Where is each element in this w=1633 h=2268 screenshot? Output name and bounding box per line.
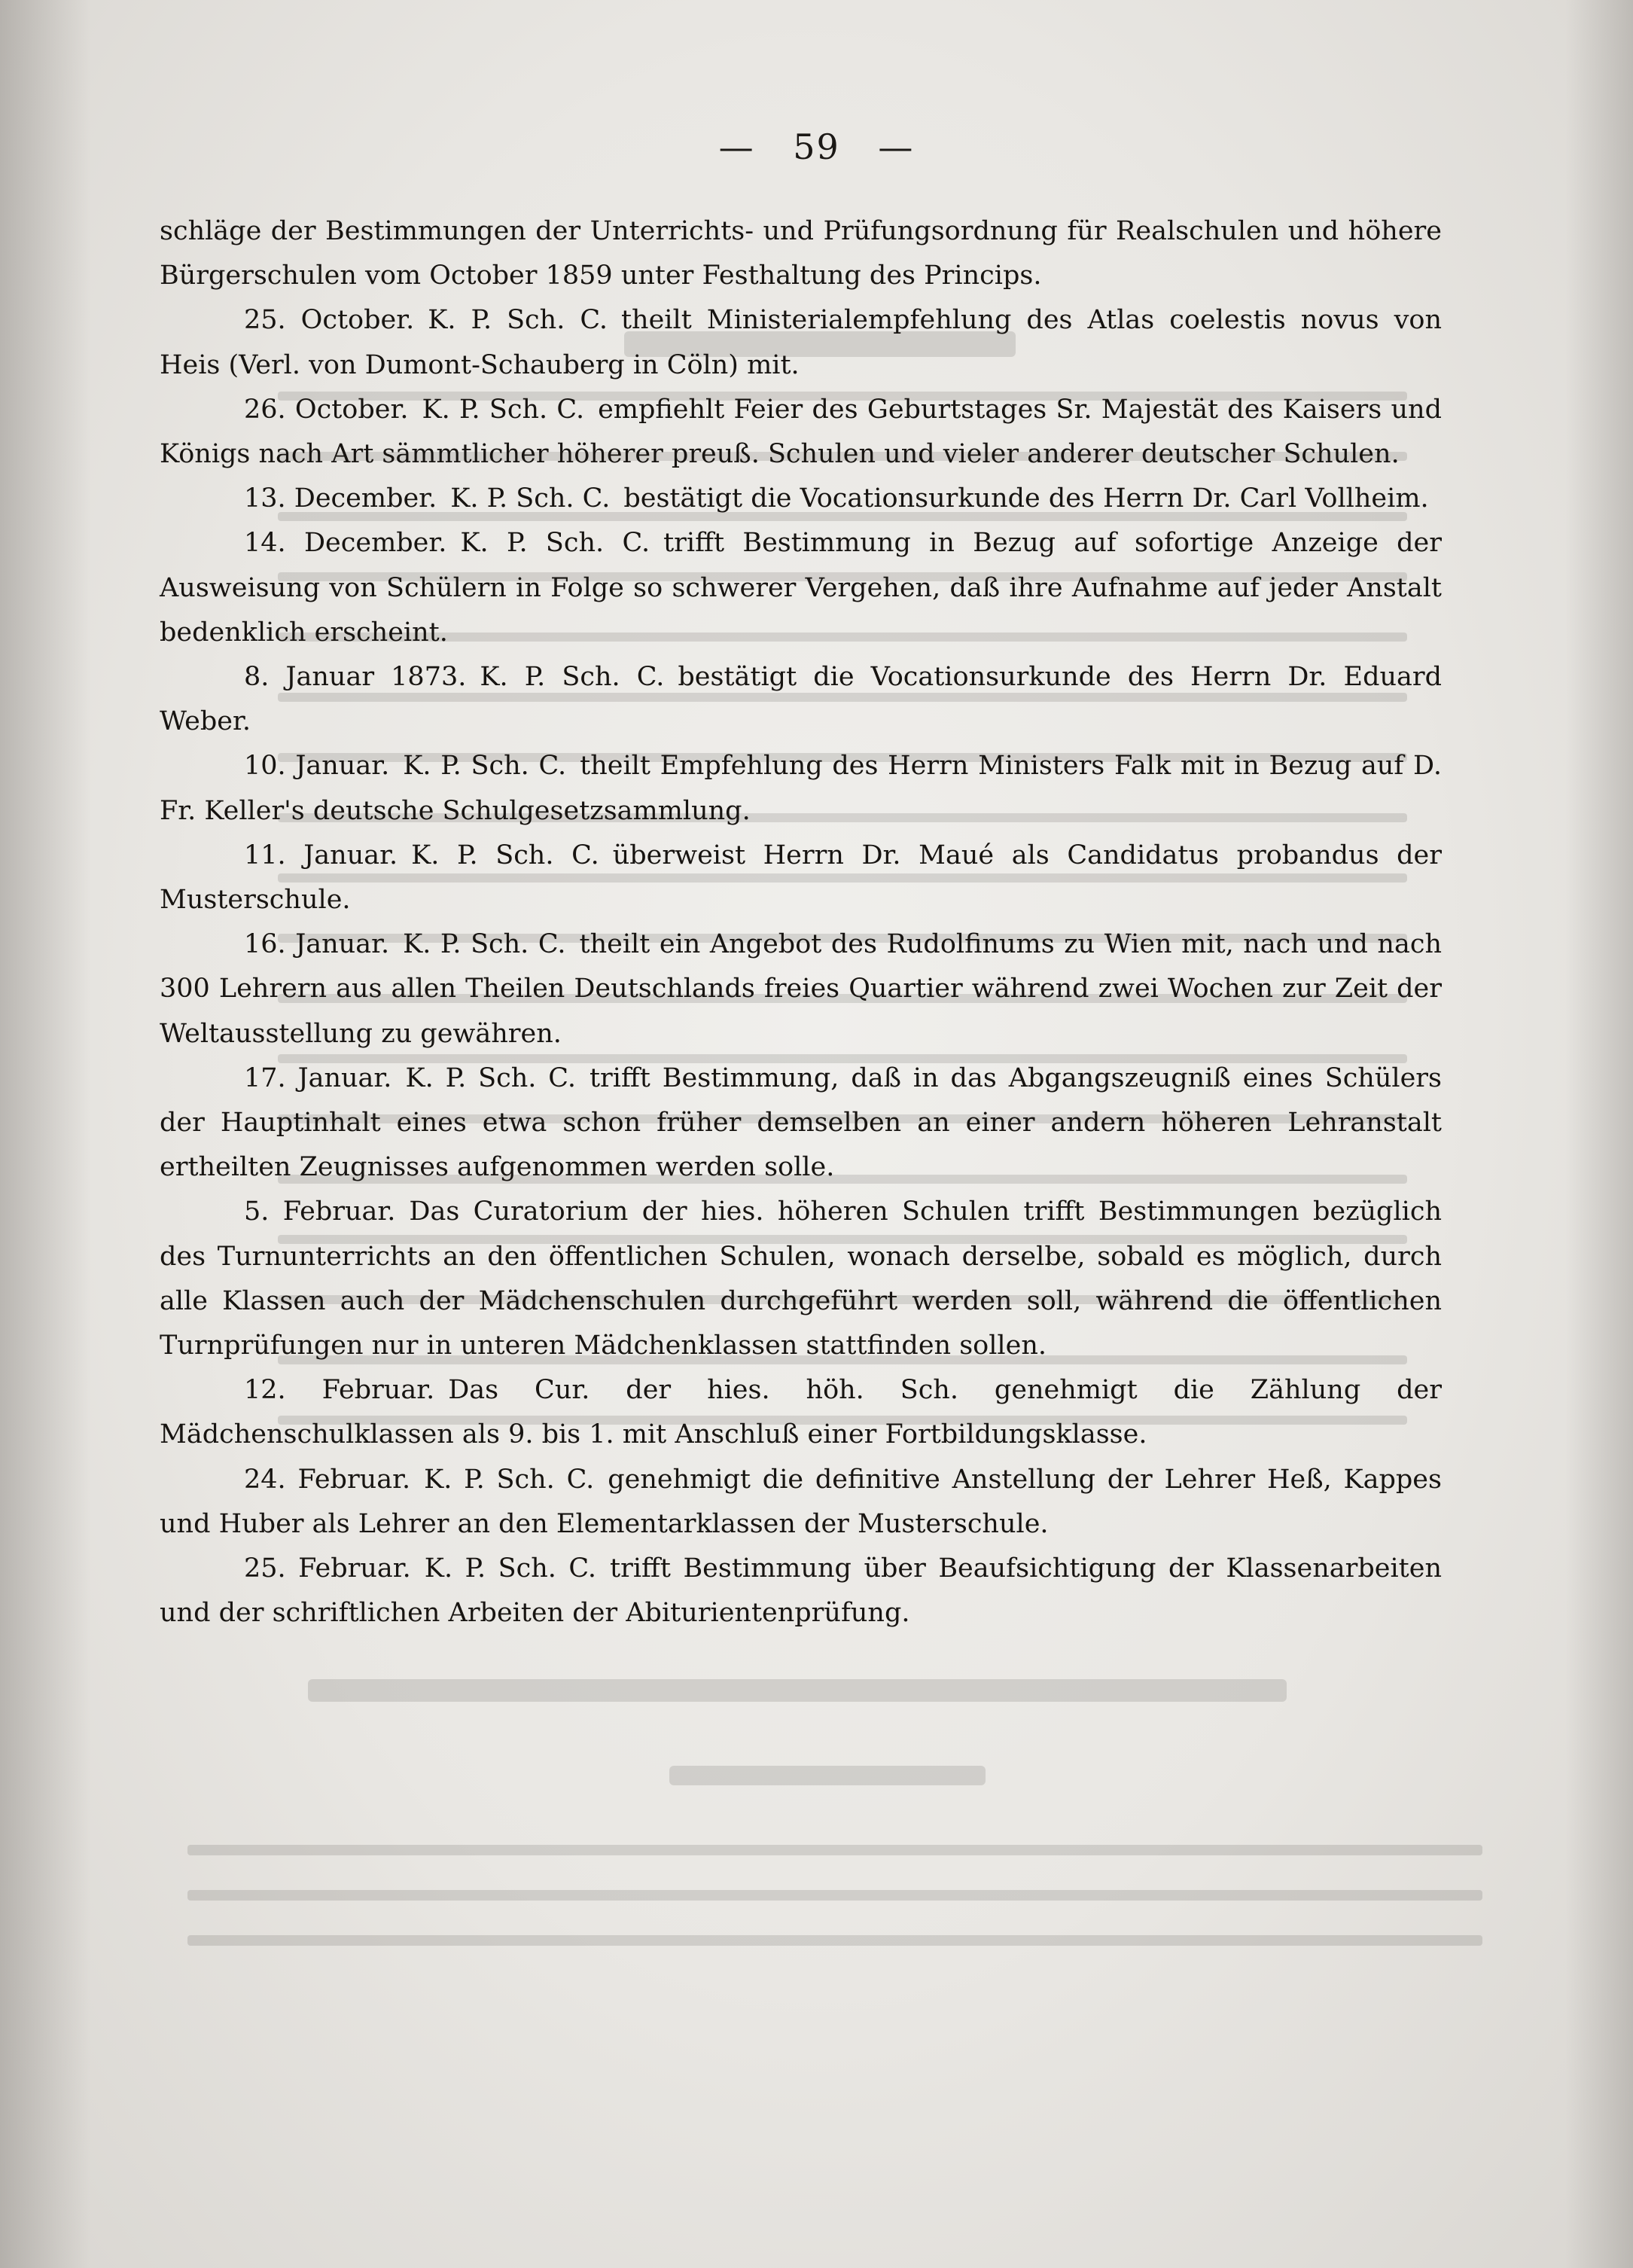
entry-authority: K. P. Sch. C.: [405, 1062, 576, 1093]
page-number: 59: [793, 127, 840, 167]
entry-text: bestätigt die Vocationsurkunde des Herrn Dr. Carl Vollheim.: [623, 483, 1429, 514]
entry-authority: K. P. Sch. C.: [460, 528, 650, 559]
chronicle-entry: [160, 1458, 1442, 1547]
entry-date: 10. Januar.: [244, 751, 390, 782]
entry-date: 11. Januar.: [244, 840, 398, 870]
entry-authority: K. P. Sch. C.: [450, 483, 611, 514]
page-number-dash-right: —: [878, 127, 915, 167]
entry-authority: K. P. Sch. C.: [403, 751, 567, 782]
entry-date: 12. Februar.: [244, 1375, 435, 1406]
page-shadow-right: [1565, 0, 1633, 2268]
entry-date: 17. Januar.: [244, 1062, 392, 1093]
entry-text: schläge der Bestimmungen der Unterrichts- und Prüfungsordnung für Realschulen und höhere Bürgerschulen vom October 1859 unter Festhaltung des Princips.: [160, 216, 1442, 291]
page-number-dash-left: —: [718, 127, 755, 167]
entry-text: Das Cur. der hies. höh. Sch. genehmigt die Zählung der Mädchenschulklassen als 9. bis 1. mit Anschluß einer Fortbildungsklasse.: [160, 1375, 1442, 1450]
entry-date: 14. December.: [244, 528, 447, 559]
entry-date: 26. October.: [244, 394, 409, 425]
entry-authority: K. P. Sch. C.: [424, 1553, 597, 1584]
entry-text: trifft Bestimmung in Bezug auf sofortige Anzeige der Ausweisung von Schülern in Folge so schwerer Vergehen, daß ihre Aufnahme auf jeder Anstalt bedenklich erscheint.: [160, 528, 1442, 648]
chronicle-entry: [160, 834, 1442, 922]
entry-date: 8. Januar 1873.: [244, 662, 467, 693]
entry-date: 24. Februar.: [244, 1464, 411, 1495]
entry-date: 25. October.: [244, 305, 415, 336]
entry-date: 25. Februar.: [244, 1553, 411, 1584]
chronicle-entry: [160, 521, 1442, 655]
chronicle-entry: [160, 655, 1442, 744]
entry-date: 16. Januar.: [244, 929, 390, 960]
entry-authority: K. P. Sch. C.: [403, 929, 566, 960]
chronicle-entry: [160, 1368, 1442, 1457]
chronicle-entry: [160, 1190, 1442, 1368]
entry-text: überweist Herrn Dr. Maué als Candidatus probandus der Musterschule.: [160, 840, 1442, 916]
chronicle-entry: [160, 477, 1442, 521]
entry-text: bestätigt die Vocationsurkunde des Herrn Dr. Eduard Weber.: [160, 662, 1443, 737]
entry-authority: K. P. Sch. C.: [480, 662, 665, 693]
entry-text: theilt Ministerialempfehlung des Atlas coelestis novus von Heis (Verl. von Dumont-Schauberg in Cöln) mit.: [160, 305, 1442, 380]
chronicle-entry: [160, 388, 1442, 477]
chronicle-entry: [160, 1547, 1442, 1635]
entry-authority: K. P. Sch. C.: [422, 394, 585, 425]
chronicle-text: [160, 209, 1442, 1636]
chronicle-entry: [160, 744, 1442, 833]
entry-authority: K. P. Sch. C.: [424, 1464, 595, 1495]
chronicle-entry: [160, 209, 1442, 298]
entry-text: trifft Bestimmung über Beaufsichtigung der Klassenarbeiten und der schriftlichen Arbeiten der Abiturientenprüfung.: [160, 1553, 1443, 1629]
entry-text: theilt ein Angebot des Rudolfinums zu Wien mit, nach und nach 300 Lehrern aus allen Theilen Deutschlands freies Quartier während zwei Wochen zur Zeit der Weltausstellung zu gewähren.: [160, 929, 1442, 1049]
chronicle-entry: [160, 922, 1442, 1056]
entry-date: 5. Februar.: [244, 1196, 396, 1227]
entry-authority: K. P. Sch. C.: [411, 840, 599, 870]
entry-date: 13. December.: [244, 483, 437, 514]
page-shadow-left: [0, 0, 90, 2268]
entry-text: Das Curatorium der hies. höheren Schulen trifft Bestimmungen bezüglich des Turnunterrichts an den öffentlichen Schulen, wonach derselbe, sobald es möglich, durch alle Klassen auch der Mädchenschulen durchgeführt werden soll, während die öffentlichen Turnprüfungen nur in unteren Mädchenklassen stattfinden sollen.: [160, 1196, 1442, 1361]
entry-text: empfiehlt Feier des Geburtstages Sr. Majestät des Kaisers und Königs nach Art sämmtlicher höherer preuß. Schulen und vieler anderer deutscher Schulen.: [160, 394, 1442, 470]
entry-text: trifft Bestimmung, daß in das Abgangszeugniß eines Schülers der Hauptinhalt eines etwa schon früher demselben an einer andern höheren Lehranstalt ertheilten Zeugnisses aufgenommen werden solle.: [160, 1062, 1442, 1183]
chronicle-entry: [160, 1056, 1442, 1190]
entry-authority: K. P. Sch. C.: [428, 305, 608, 336]
entry-text: theilt Empfehlung des Herrn Ministers Falk mit in Bezug auf D. Fr. Keller's deutsche Schulgesetzsammlung.: [160, 751, 1442, 826]
page-number-line: [0, 127, 1633, 167]
chronicle-entry: [160, 298, 1442, 387]
entry-text: genehmigt die definitive Anstellung der Lehrer Heß, Kappes und Huber als Lehrer an den Elementarklassen der Musterschule.: [160, 1464, 1442, 1539]
